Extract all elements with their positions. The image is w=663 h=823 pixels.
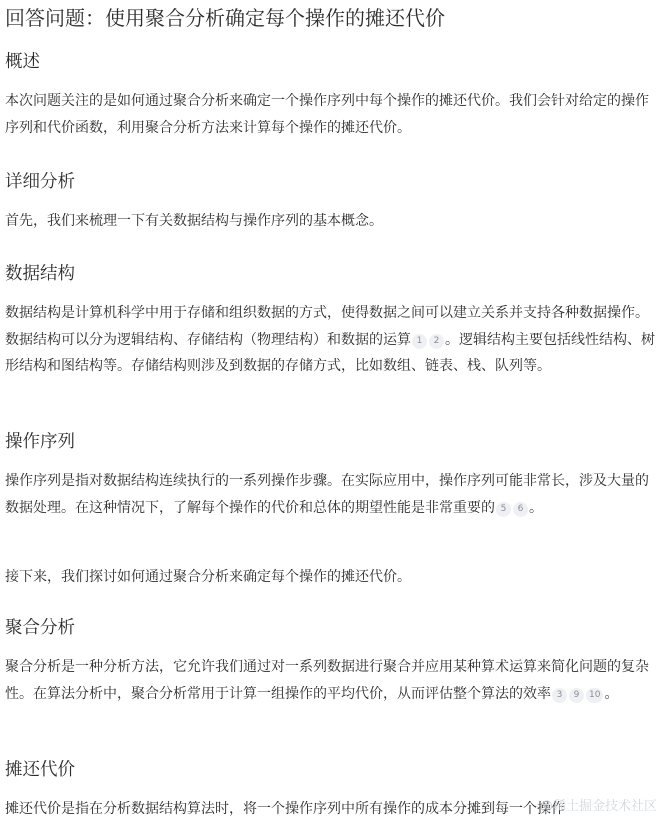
overview-heading: 概述 [5, 52, 40, 72]
citation-badge[interactable]: 10 [586, 688, 603, 703]
next-paragraph: 接下来，我们探讨如何通过聚合分析来确定每个操作的摊还代价。 [5, 569, 411, 585]
ds-paragraph [5, 300, 655, 380]
seq-paragraph [5, 468, 655, 521]
seq-text-a: 操作序列是指对数据结构连续执行的一系列操作步骤。在实际应用中，操作序列可能非常长，涉及大量的数据处理。在这种情况下，了解每个操作的代价和总体的期望性能是非常重要的 [5, 473, 649, 516]
agg-paragraph [5, 654, 655, 707]
ds-text-a: 数据结构是计算机科学中用于存储和组织数据的方式，使得数据之间可以建立关系并支持各种数据操作。数据结构可以分为逻辑结构、存储结构（物理结构）和数据的运算 [5, 305, 649, 348]
citation-badge[interactable]: 9 [569, 688, 584, 703]
citation-badge[interactable]: 5 [496, 502, 511, 517]
citation-badge[interactable]: 6 [513, 502, 528, 517]
watermark: @稀土掘金技术社区 [539, 799, 657, 814]
agg-text-b: 。 [604, 685, 619, 702]
amort-heading: 摊还代价 [5, 760, 75, 780]
seq-heading: 操作序列 [5, 432, 75, 452]
detail-paragraph: 首先，我们来梳理一下有关数据结构与操作序列的基本概念。 [5, 213, 383, 229]
page-title: 回答问题：使用聚合分析确定每个操作的摊还代价 [5, 6, 445, 30]
citation-badge[interactable]: 3 [552, 688, 567, 703]
seq-text-b: 。 [529, 499, 543, 516]
overview-paragraph: 本次问题关注的是如何通过聚合分析来确定一个操作序列中每个操作的摊还代价。我们会针对给定的操作序列和代价函数，利用聚合分析方法来计算每个操作的摊还代价。 [5, 93, 649, 136]
agg-heading: 聚合分析 [5, 618, 75, 638]
ds-text-b: 。逻辑结构主要包括线性结构、树形结构和图结构等。存储结构则涉及到数据的存储方式，比如数组、链表、栈、队列等。 [5, 331, 655, 374]
citation-badge[interactable]: 2 [429, 334, 444, 349]
ds-heading: 数据结构 [5, 264, 75, 284]
amort-paragraph: 摊还代价是指在分析数据结构算法时，将一个操作序列中所有操作的成本分摊到每一个操作 [5, 801, 565, 817]
detail-heading: 详细分析 [5, 172, 75, 192]
agg-text-a: 聚合分析是一种分析方法，它允许我们通过对一系列数据进行聚合并应用某种算术运算来简化问题的复杂性。在算法分析中，聚合分析常用于计算一组操作的平均代价，从而评估整个算法的效率 [5, 659, 649, 702]
citation-badge[interactable]: 1 [412, 334, 427, 349]
